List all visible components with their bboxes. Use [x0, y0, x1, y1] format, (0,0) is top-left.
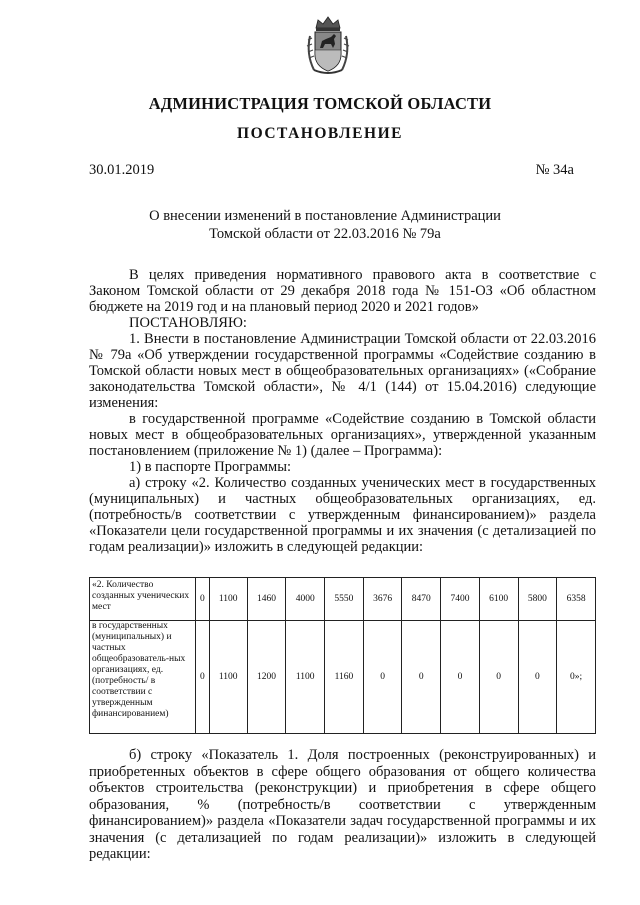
paragraph: а) строку «2. Количество созданных ученических мест в государственных (муниципальных) и частных общеобразовательных организациях, ед. (потребность/в соответствии с утвержденным финансированием)» раздела «Показатели цели государственной программы и их значения (с детализацией по годам реализации)» изложить в следующей редакции:	[89, 475, 596, 555]
organization-title: АДМИНИСТРАЦИЯ ТОМСКОЙ ОБЛАСТИ	[148, 94, 492, 113]
table-row	[90, 578, 596, 621]
table-cell: 0»;	[557, 621, 596, 734]
paragraph: В целях приведения нормативного правового акта в соответствие с Законом Томской области от 29 декабря 2018 года № 151-ОЗ «Об областном бюджете на 2019 год и на плановый период 2020 и 2021 годов»	[89, 267, 596, 315]
paragraph: в государственной программе «Содействие созданию в Томской области новых мест в общеобразовательных организациях», утвержденной указанным постановлением (приложение № 1) (далее – Программа):	[89, 411, 596, 459]
table-cell: 0	[479, 621, 518, 734]
table-cell: 1100	[209, 578, 247, 621]
paragraph: 1) в паспорте Программы:	[129, 459, 291, 475]
document-number: № 34а	[535, 162, 574, 178]
table-cell: 3676	[363, 578, 402, 621]
paragraph: ПОСТАНОВЛЯЮ:	[129, 315, 247, 331]
subject-line: О внесении изменений в постановление Администрации	[149, 208, 501, 224]
table-cell: 1160	[325, 621, 364, 734]
table-cell: 0	[518, 621, 557, 734]
table-cell: 0	[196, 621, 210, 734]
table-cell: 1200	[247, 621, 286, 734]
table-cell: 1100	[286, 621, 325, 734]
table-cell: 1460	[247, 578, 286, 621]
table-cell: 5800	[518, 578, 557, 621]
table-label-cell: в государственных (муниципальных) и частных общеобразователь-ных организациях, ед. (потребность/ в соответствии с утвержденным финансированием)	[90, 621, 196, 734]
table-cell: 6358	[557, 578, 596, 621]
table-cell: 0	[196, 578, 210, 621]
table-cell: 0	[441, 621, 480, 734]
table-cell: 4000	[286, 578, 325, 621]
paragraph: 1. Внести в постановление Администрации Томской области от 22.03.2016 № 79а «Об утверждении государственной программы «Содействие созданию в Томской области новых мест в общеобразовательных организациях» («Собрание законодательства Томской области», № 4/1 (144) от 15.04.2016) следующие изменения:	[89, 331, 596, 411]
table-cell: 1100	[209, 621, 247, 734]
table-cell: 6100	[479, 578, 518, 621]
paragraph: б) строку «Показатель 1. Доля построенных (реконструированных) и приобретенных объектов в сфере общего образования от общего количества объектов строительства (реконструкции) и приобретения в сфере общего образования, % (потребность/в соответствии с утвержденным финансированием)» раздела «Показатели задач государственной программы и их значения (с детализацией по годам реализации)» изложить в следующей редакции:	[89, 747, 596, 862]
tomsk-coat-of-arms-icon	[304, 14, 352, 78]
document-body-continued	[89, 747, 596, 863]
document-type: ПОСТАНОВЛЕНИЕ	[237, 125, 403, 142]
table-cell: 0	[363, 621, 402, 734]
subject-line: Томской области от 22.03.2016 № 79а	[209, 226, 441, 242]
table-label-cell: «2. Количество созданных ученических мест	[90, 578, 196, 621]
table-cell: 7400	[441, 578, 480, 621]
table-row	[90, 621, 596, 734]
document-subject	[120, 207, 530, 243]
table-cell: 0	[402, 621, 441, 734]
table-cell: 8470	[402, 578, 441, 621]
table-cell: 5550	[325, 578, 364, 621]
indicator-table	[89, 577, 596, 734]
document-date: 30.01.2019	[89, 162, 155, 178]
document-body	[89, 267, 596, 555]
